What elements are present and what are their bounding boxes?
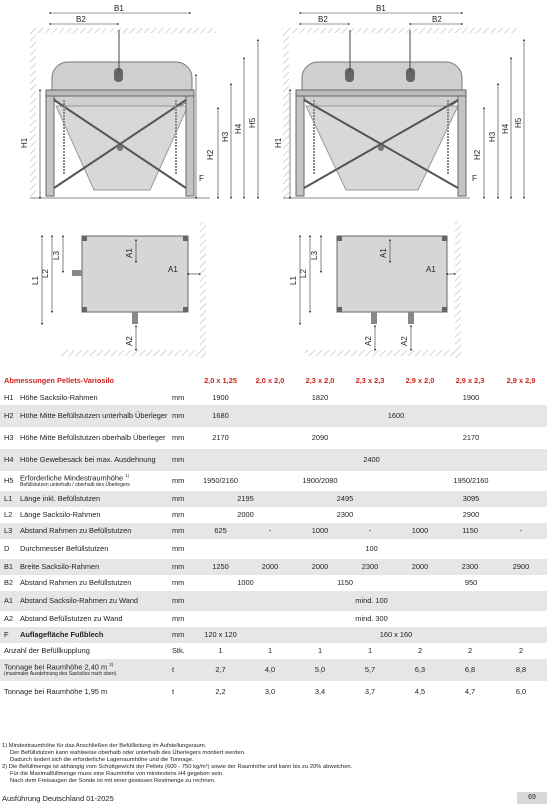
table-row xyxy=(0,405,547,427)
table-header-row xyxy=(0,371,547,391)
value-cell: 2000 xyxy=(311,562,329,571)
value-cell: 1000 xyxy=(237,578,254,587)
table-title: Abmessungen Pellets-Variosilo xyxy=(4,376,115,385)
dimensions-table-wrapper xyxy=(0,371,547,703)
value-cell: 4,7 xyxy=(464,687,476,696)
value-cell: 2 xyxy=(417,646,423,655)
row-label xyxy=(18,391,170,405)
size-header: 2,9 x 2,0 xyxy=(405,376,435,385)
table-row xyxy=(0,611,547,627)
table-row xyxy=(0,559,547,575)
row-label xyxy=(18,627,170,643)
label-h5-right: H5 xyxy=(514,117,523,128)
row-label xyxy=(18,611,170,627)
label-b2-left: B2 xyxy=(76,15,86,24)
value-cell: 8,8 xyxy=(515,665,527,674)
row-unit: mm xyxy=(172,476,185,485)
value-cell: 6,0 xyxy=(515,687,527,696)
table-row xyxy=(0,449,547,471)
value-cell: 1950/2160 xyxy=(453,476,489,485)
footnote-ref: 2) xyxy=(109,662,114,668)
row-label xyxy=(18,559,170,575)
label-a2-right-plan-a: A2 xyxy=(364,336,373,346)
row-unit: mm xyxy=(172,494,185,503)
row-code: H2 xyxy=(4,411,14,420)
row-label-text: Höhe Mitte Befüllstutzen oberhalb Überleger xyxy=(20,433,166,442)
value-cell: 2170 xyxy=(212,433,229,442)
label-f-left: F xyxy=(199,174,204,183)
row-unit: t xyxy=(172,665,175,674)
row-label-note: (maximaler Ausdehnung des Sacksilos nach oben) xyxy=(4,670,117,677)
value-cell: 2495 xyxy=(336,494,354,503)
row-unit: mm xyxy=(172,596,185,605)
value-cell: 1 xyxy=(267,646,273,655)
value-cell: 2 xyxy=(467,646,473,655)
table-row xyxy=(0,681,547,703)
plan-view-double xyxy=(289,222,461,358)
front-view-single xyxy=(20,4,258,198)
row-code: H1 xyxy=(4,393,14,402)
label-a1-left-plan-top: A1 xyxy=(125,248,134,258)
footnote-line: Nach dem Freisaugen der Sonde ist mit einer gewissen Restmenge zu rechnen. xyxy=(10,778,216,784)
row-unit: mm xyxy=(172,393,185,402)
row-code: F xyxy=(4,630,9,639)
value-cell: 2400 xyxy=(363,455,380,464)
row-label-text: Erforderliche Mindestraumhöhe xyxy=(20,473,124,483)
silo-drawings-svg xyxy=(0,0,547,370)
value-cell: 2,2 xyxy=(215,687,226,696)
edition-label: Ausführung Deutschland 01-2025 xyxy=(2,794,114,803)
row-label xyxy=(18,405,170,427)
row-code: L1 xyxy=(4,494,13,503)
row-unit: mm xyxy=(172,562,185,571)
footnotes xyxy=(2,743,547,785)
table-row xyxy=(0,539,547,559)
page-footer xyxy=(0,792,547,805)
value-cell: 1 xyxy=(367,646,373,655)
row-label xyxy=(18,427,170,449)
value-cell: 2900 xyxy=(512,562,530,571)
value-cell: 1 xyxy=(218,646,223,655)
row-unit: mm xyxy=(172,614,185,623)
value-cell: - xyxy=(368,526,372,535)
value-cell: 5,0 xyxy=(314,665,326,674)
row-code: L3 xyxy=(4,526,13,535)
label-a1-right-plan-side: A1 xyxy=(426,265,436,274)
value-cell: 6,3 xyxy=(414,665,426,674)
footnote-line: Für die Maximalfüllmenge muss eine Raumhöhe von mindestens H4 gegeben sein. xyxy=(10,771,224,777)
row-label xyxy=(18,539,170,559)
value-cell: 1900 xyxy=(212,393,229,402)
row-label-text: Breite Sacksilo-Rahmen xyxy=(20,562,100,571)
row-unit: mm xyxy=(172,411,185,420)
label-b1-right: B1 xyxy=(376,4,386,13)
footnote-line: Dadurch ändert sich die erforderliche Lagerraumhöhe und die Tonnage. xyxy=(10,757,194,763)
value-cell: 6,8 xyxy=(464,665,476,674)
row-label xyxy=(18,523,170,539)
value-cell: 100 xyxy=(365,544,378,553)
row-code: H3 xyxy=(4,433,14,442)
row-label xyxy=(0,681,170,703)
value-cell: 1600 xyxy=(387,411,405,420)
value-cell: 1150 xyxy=(337,578,353,587)
value-cell: 3,0 xyxy=(264,687,276,696)
value-cell: 2000 xyxy=(237,510,254,519)
table-row xyxy=(0,627,547,643)
value-cell: 1000 xyxy=(311,526,329,535)
row-unit: mm xyxy=(172,455,185,464)
size-header: 2,9 x 2,3 xyxy=(455,376,485,385)
table-row xyxy=(0,427,547,449)
label-f-right: F xyxy=(472,174,477,183)
table-row xyxy=(0,523,547,539)
label-b2-right-a: B2 xyxy=(318,15,328,24)
footnote-ref: 1) xyxy=(125,473,130,479)
label-a2-right-plan-b: A2 xyxy=(400,336,409,346)
row-label xyxy=(18,449,170,471)
table-header xyxy=(0,371,547,391)
label-l3-left-plan: L3 xyxy=(52,251,61,260)
row-label xyxy=(18,471,170,491)
table-body xyxy=(0,391,547,703)
row-unit: t xyxy=(172,687,175,696)
footnote-line: Der Befüllstutzen kann wahlweise oberhalb oder unterhalb des Überlegers montiert werden. xyxy=(10,750,246,756)
row-unit: mm xyxy=(172,510,185,519)
value-cell: 1250 xyxy=(212,562,229,571)
size-header: 2,3 x 2,0 xyxy=(305,376,335,385)
value-cell: 1900 xyxy=(462,393,480,402)
row-label-text: Durchmesser Befüllstutzen xyxy=(20,544,109,553)
row-label xyxy=(18,591,170,611)
label-h1-left: H1 xyxy=(20,137,29,148)
row-label-text: Abstand Sacksilo-Rahmen zu Wand xyxy=(20,596,139,605)
row-label-text: Abstand Rahmen zu Befüllstutzen xyxy=(20,578,132,587)
table-row xyxy=(0,643,547,659)
row-label-note: Befüllstutzen unterhalb / oberhalb des Überlegers xyxy=(20,481,130,488)
dimensions-table xyxy=(0,371,547,703)
row-label xyxy=(18,491,170,507)
label-h1-right: H1 xyxy=(274,137,283,148)
value-cell: 2900 xyxy=(462,510,480,519)
value-cell: 2090 xyxy=(311,433,329,442)
label-a2-left-plan: A2 xyxy=(125,336,134,346)
row-label xyxy=(0,659,170,681)
value-cell: 2300 xyxy=(361,562,379,571)
value-cell: 2300 xyxy=(336,510,354,519)
value-cell: 3,4 xyxy=(314,687,326,696)
value-cell: 1900/2080 xyxy=(302,476,338,485)
value-cell: 3,7 xyxy=(364,687,376,696)
value-cell: 2000 xyxy=(411,562,429,571)
value-cell: mind. 100 xyxy=(355,596,388,605)
value-cell: mind. 300 xyxy=(355,614,388,623)
row-label-text: Tonnage bei Raumhöhe 1,95 m xyxy=(4,687,108,696)
label-h3-right: H3 xyxy=(488,131,497,142)
row-code: H5 xyxy=(4,476,14,485)
value-cell: 1150 xyxy=(462,526,478,535)
value-cell: 1950/2160 xyxy=(203,476,238,485)
footnote-line: 1) Mindestraumhöhe für das Anschließen der Befüllleitung im Aufstellungsraum. xyxy=(2,743,207,749)
value-cell: 950 xyxy=(464,578,478,587)
value-cell: 1680 xyxy=(212,411,229,420)
row-code: D xyxy=(4,544,10,553)
label-a1-right-plan-top: A1 xyxy=(379,248,388,258)
front-view-double xyxy=(274,4,524,198)
row-label-text: Länge Sacksilo-Rahmen xyxy=(20,510,101,519)
row-label-text: Höhe Sacksilo-Rahmen xyxy=(20,393,98,402)
table-row xyxy=(0,391,547,405)
label-b1-left: B1 xyxy=(114,4,124,13)
label-h4-left: H4 xyxy=(234,123,243,134)
row-code: B2 xyxy=(4,578,14,587)
page-number: 69 xyxy=(517,792,547,804)
label-a1-left-plan-side: A1 xyxy=(168,265,178,274)
label-h2-left: H2 xyxy=(206,149,215,160)
label-l1-left-plan: L1 xyxy=(31,276,40,285)
table-row xyxy=(0,575,547,591)
value-cell: 1000 xyxy=(411,526,429,535)
row-label-text: Länge inkl. Befüllstutzen xyxy=(20,494,101,503)
value-cell: 625 xyxy=(214,526,227,535)
label-l2-left-plan: L2 xyxy=(41,269,50,278)
size-header: 2,9 x 2,9 xyxy=(506,376,536,385)
value-cell: 2 xyxy=(518,646,524,655)
row-label xyxy=(0,643,170,659)
value-cell: 160 x 160 xyxy=(379,630,413,639)
footnote-line: 2) Die Befüllmenge ist abhängig vom Schüttgewicht der Pellets (600 - 750 kg/m³) sowie der Raumhöhe und kann bis zu 20% abweichen. xyxy=(2,764,353,770)
label-h3-left: H3 xyxy=(221,131,230,142)
value-cell: 2195 xyxy=(237,494,254,503)
label-b2-right-b: B2 xyxy=(432,15,442,24)
row-label-text: Höhe Gewebesack bei max. Ausdehnung xyxy=(20,455,156,464)
row-code: L2 xyxy=(4,510,13,519)
value-cell: 2170 xyxy=(462,433,480,442)
table-row xyxy=(0,507,547,523)
row-code: H4 xyxy=(4,455,14,464)
value-cell: 4,0 xyxy=(264,665,276,674)
row-label-text: Anzahl der Befüllkupplung xyxy=(4,646,90,655)
row-unit: mm xyxy=(172,433,185,442)
value-cell: 1820 xyxy=(311,393,329,402)
row-unit: mm xyxy=(172,578,185,587)
row-label-text: Abstand Rahmen zu Befüllstutzen xyxy=(20,526,132,535)
row-unit: mm xyxy=(172,526,185,535)
value-cell: - xyxy=(519,526,523,535)
row-label-text: Tonnage bei Raumhöhe 2,40 m xyxy=(4,662,108,672)
value-cell: 2,7 xyxy=(215,665,226,674)
label-l1-right-plan: L1 xyxy=(289,276,298,285)
value-cell: - xyxy=(268,526,272,535)
table-row xyxy=(0,659,547,681)
row-label xyxy=(18,575,170,591)
row-label-text: Auflagefläche Fußblech xyxy=(20,630,104,639)
row-code: B1 xyxy=(4,562,14,571)
label-h5-left: H5 xyxy=(248,117,257,128)
value-cell: 2300 xyxy=(461,562,479,571)
value-cell: 1 xyxy=(317,646,323,655)
table-row xyxy=(0,491,547,507)
label-h4-right: H4 xyxy=(501,123,510,134)
row-code: A1 xyxy=(4,596,14,605)
value-cell: 4,5 xyxy=(414,687,426,696)
label-h2-right: H2 xyxy=(473,149,482,160)
plan-view-single xyxy=(31,222,206,358)
label-l3-right-plan: L3 xyxy=(310,251,319,260)
value-cell: 2000 xyxy=(261,562,279,571)
row-label-text: Abstand Befüllstutzen zu Wand xyxy=(20,614,123,623)
row-code: A2 xyxy=(4,614,14,623)
row-unit: mm xyxy=(172,630,185,639)
technical-drawings xyxy=(0,0,547,370)
row-unit: Stk. xyxy=(172,646,185,655)
row-label xyxy=(18,507,170,523)
row-label-text: Höhe Mitte Befüllstutzen unterhalb Überleger xyxy=(20,411,168,420)
size-header: 2,0 x 1,25 xyxy=(204,376,237,385)
row-unit: mm xyxy=(172,544,185,553)
table-row xyxy=(0,471,547,491)
value-cell: 120 x 120 xyxy=(204,630,237,639)
size-header: 2,3 x 2,3 xyxy=(355,376,385,385)
value-cell: 3095 xyxy=(462,494,480,503)
size-header: 2,0 x 2,0 xyxy=(255,376,285,385)
label-l2-right-plan: L2 xyxy=(299,269,308,278)
table-row xyxy=(0,591,547,611)
value-cell: 5,7 xyxy=(364,665,376,674)
